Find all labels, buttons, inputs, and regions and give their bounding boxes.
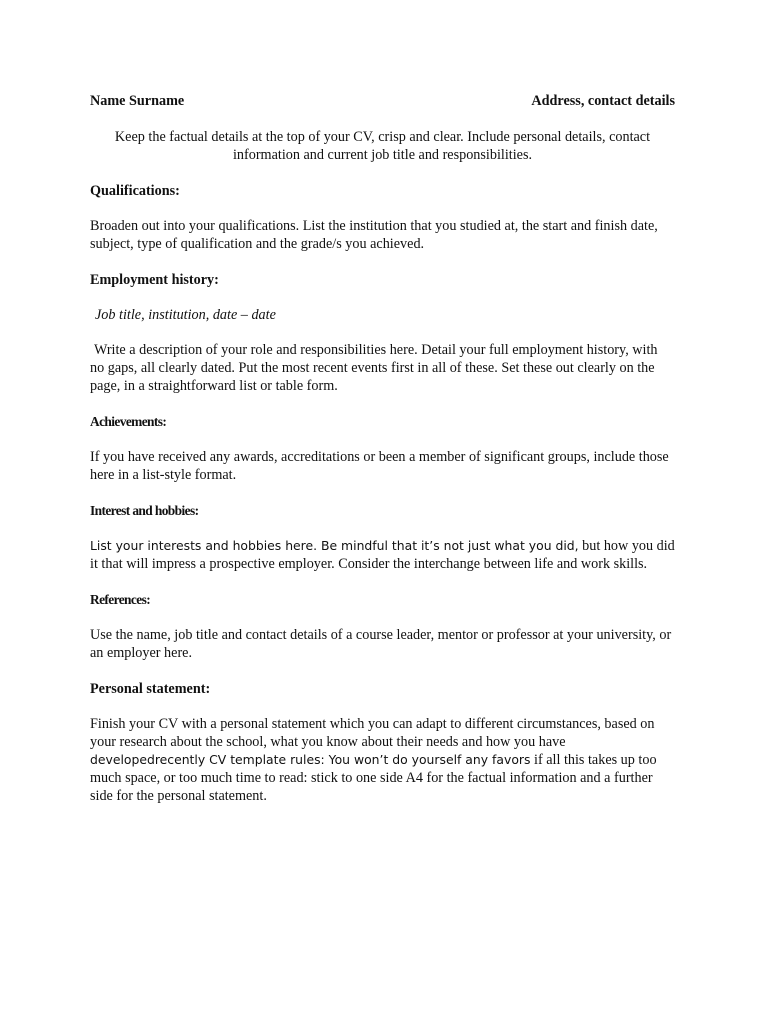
achievements-body: If you have received any awards, accreditations or been a member of significant groups, include those here in a list-style format. — [90, 449, 669, 483]
qualifications-body: Broaden out into your qualifications. List the institution that you studied at, the start and finish date, subject, type of qualification and the grade/s you achieved. — [90, 218, 658, 252]
employment-body: Write a description of your role and responsibilities here. Detail your full employment history, with no gaps, all clearly dated. Put the most recent events first in all of these. Set these out clearly on the page, in a straightforward list or table form. — [90, 342, 658, 394]
references-body: Use the name, job title and contact details of a course leader, mentor or professor at your university, or an employer here. — [90, 627, 672, 661]
cv-document — [90, 91, 675, 822]
interests-body — [90, 537, 675, 573]
intro-paragraph: Keep the factual details at the top of your CV, crisp and clear. Include personal details, contact information and current job title and responsibilities. — [114, 129, 651, 163]
interests-body-rest: but how you did it that will impress a prospective employer. Consider the interchange between life and work skills. — [90, 538, 675, 572]
address-contact-details: Address, contact details — [531, 93, 675, 109]
job-title-line: Job title, institution, date – date — [95, 307, 276, 323]
achievements-heading: Achievements: — [90, 414, 167, 429]
personal-statement-body — [90, 715, 675, 805]
interests-body-sans: List your interests and hobbies here. Be mindful that it’s not just what you did, — [90, 538, 579, 553]
interests-heading: Interest and hobbies: — [90, 503, 199, 518]
cv-header — [90, 91, 675, 111]
employment-heading: Employment history: — [90, 272, 219, 288]
personal-body-start: Finish your CV with a personal statement which you can adapt to different circumstances, based on your research about the school, what you know about their needs and how you have — [90, 716, 655, 750]
name-surname: Name Surname — [90, 93, 185, 109]
references-heading: References: — [90, 592, 151, 607]
personal-statement-heading: Personal statement: — [90, 681, 211, 697]
qualifications-heading: Qualifications: — [90, 183, 180, 199]
personal-body-end: if all this takes up too much space, or too much time to read: stick to one side A4 for the factual information and a further side for the personal statement. — [90, 752, 657, 804]
personal-body-sans: developedrecently CV template rules: You won’t do yourself any favors — [90, 752, 531, 767]
